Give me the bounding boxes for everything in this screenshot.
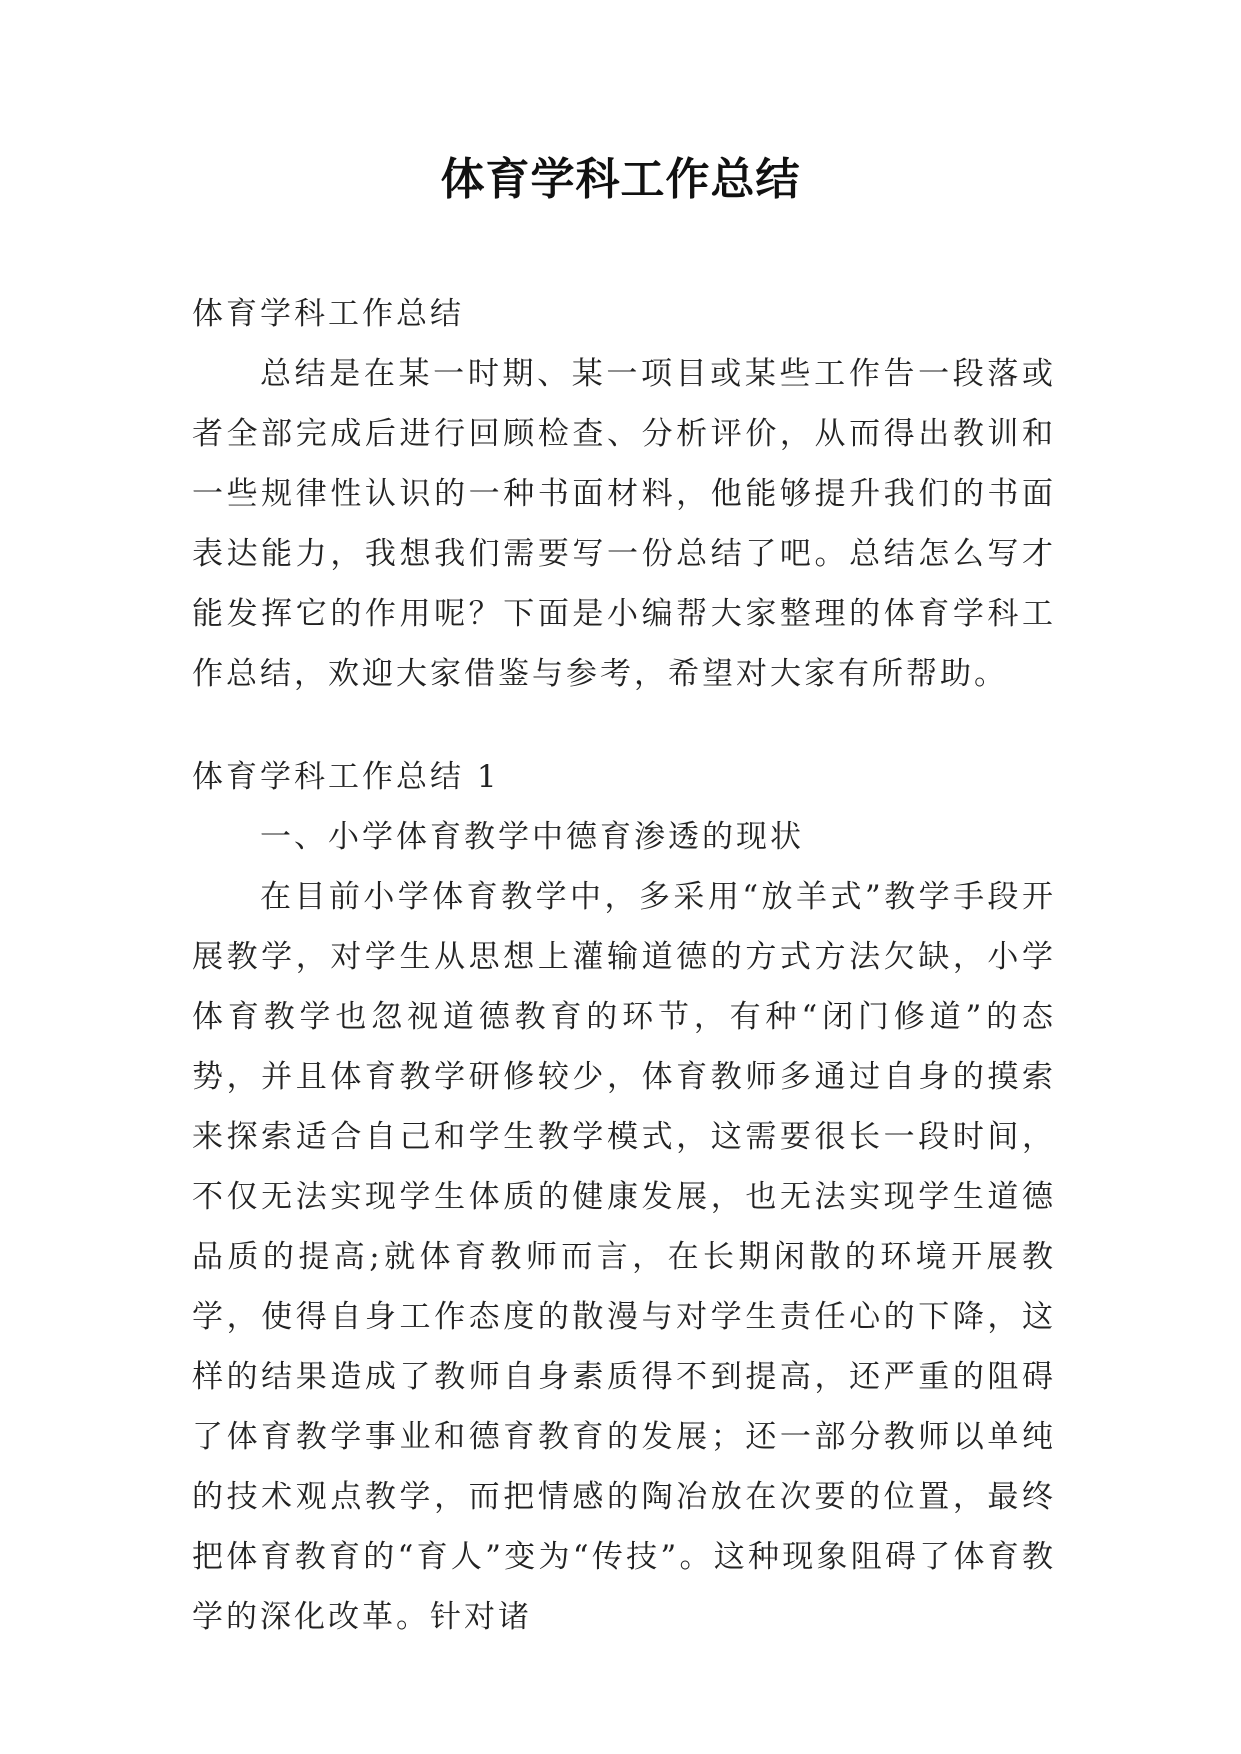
section-1-heading: 体育学科工作总结 1: [192, 759, 500, 795]
intro-heading: 体育学科工作总结: [192, 296, 464, 332]
document-title: 体育学科工作总结: [440, 154, 801, 205]
intro-section: [192, 284, 1056, 704]
section-1-paragraph: 在目前小学体育教学中，多采用“放羊式”教学手段开展教学，对学生从思想上灌输道德的方式方法欠缺，小学体育教学也忽视道德教育的环节，有种“闭门修道”的态势，并且体育教学研修较少，体育教师多通过自身的摸索来探索适合自己和学生教学模式，这需要很长一段时间，不仅无法实现学生体质的健康发展，也无法实现学生道德品质的提高;就体育教师而言，在长期闲散的环境开展教学，使得自身工作态度的散漫与对学生责任心的下降，这样的结果造成了教师自身素质得不到提高，还严重的阻碍了体育教学事业和德育教育的发展；还一部分教师以单纯的技术观点教学，而把情感的陶冶放在次要的位置，最终把体育教育的“育人”变为“传技”。这种现象阻碍了体育教学的深化改革。针对诸: [192, 879, 1056, 1635]
section-1-subheading: 一、小学体育教学中德育渗透的现状: [260, 819, 804, 855]
section-1: [192, 747, 1056, 1647]
intro-paragraph: 总结是在某一时期、某一项目或某些工作告一段落或者全部完成后进行回顾检查、分析评价，从而得出教训和一些规律性认识的一种书面材料，他能够提升我们的书面表达能力，我想我们需要写一份总结了吧。总结怎么写才能发挥它的作用呢？下面是小编帮大家整理的体育学科工作总结，欢迎大家借鉴与参考，希望对大家有所帮助。: [192, 356, 1056, 692]
